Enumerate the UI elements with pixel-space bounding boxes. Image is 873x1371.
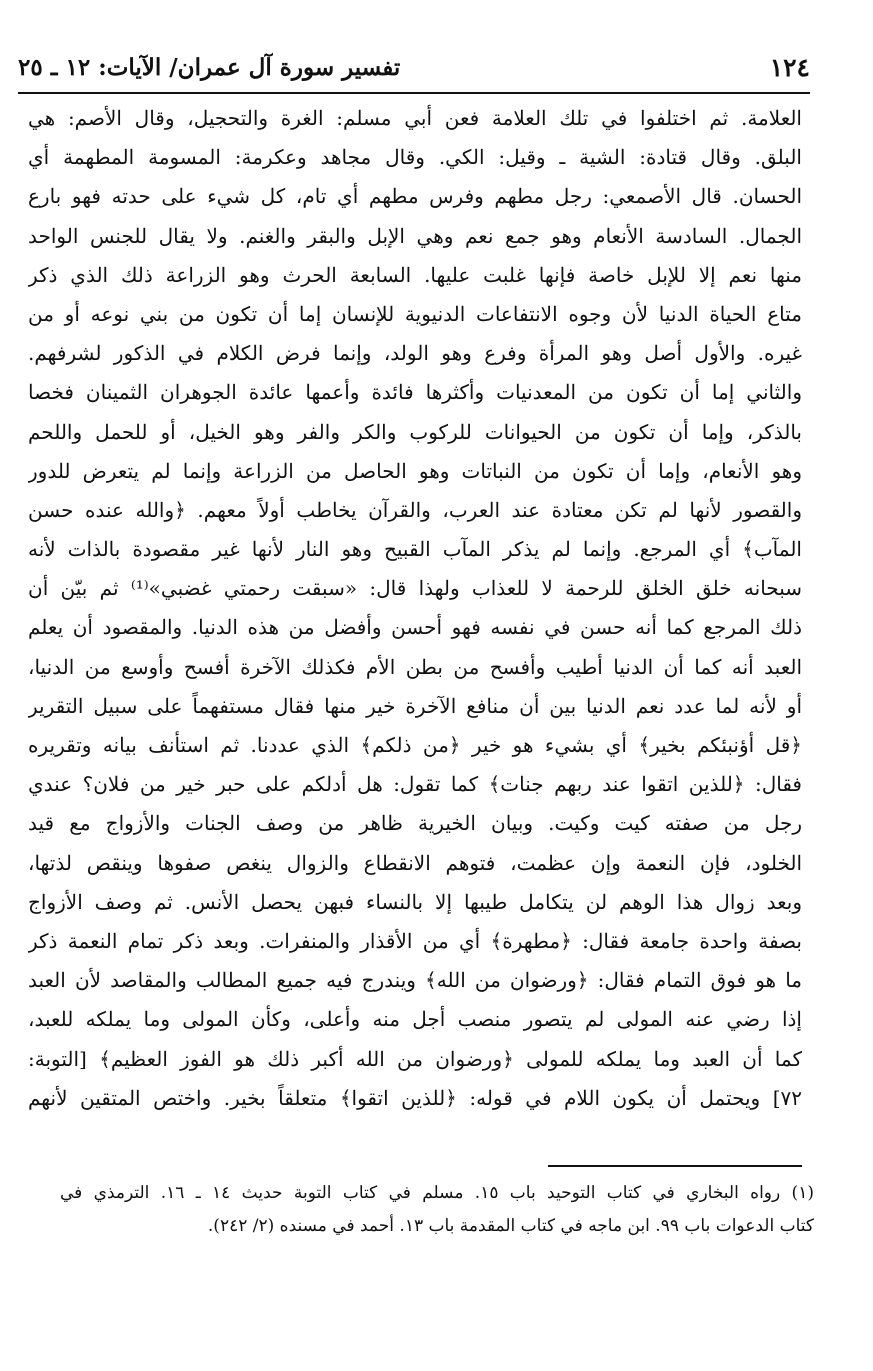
header-divider [18, 92, 810, 94]
footnotes [60, 1177, 814, 1243]
running-title: تفسير سورة آل عمران/ الآيات: ١٢ ـ ٢٥ [18, 54, 401, 81]
text-line: بالذكر، وإما أن تكون من الحيوانات للركوب والكر والفر وهو الخيل، أو للحمل واللحم [28, 419, 802, 444]
text-line: ذلك المرجع كما أنه حسن في نفسه فهو أحسن وأفضل من هذه الدنيا. والمقصود أن يعلم [28, 615, 802, 640]
text-line: العلامة. ثم اختلفوا في تلك العلامة فعن أبي مسلم: الغرة والتحجيل، وقال الأصم: هي [28, 106, 802, 130]
text-line: وهو الأنعام، وإما أن تكون من النباتات وهو الحاصل من الزراعة وإنما لم يتعرض للدور [28, 458, 802, 483]
text-line: أو لأنه لما عدد نعم الدنيا بين أن منافع الآخرة خير منها فقال مستفهماً على سبيل التقرير [28, 693, 802, 718]
footnote-divider [548, 1165, 802, 1167]
text-line: المآب﴾ أي المرجع. وإنما لم يذكر المآب القبيح وهو النار لأنها غير مقصودة بالذات لأنه [28, 537, 802, 562]
text-line: ما هو فوق التمام فقال: ﴿ورضوان من الله﴾ ويندرج فيه جميع المطالب والمقاصد لأن العبد [28, 968, 802, 993]
text-line: متاع الحياة الدنيا لأن وجوه الانتفاعات الدنيوية للإنسان إما أن تكون من بني نوعه أو من [28, 301, 802, 326]
text-line: سبحانه خلق الخلق للرحمة لا للعذاب ولهذا قال: «سبقت رحمتي غضبي»⁽¹⁾ ثم بيّن أن [28, 576, 802, 601]
main-text [28, 99, 802, 1118]
text-line: بصفة واحدة جامعة فقال: ﴿مطهرة﴾ أي من الأقذار والمنفرات. وبعد ذكر تمام النعمة ذكر [28, 928, 802, 953]
text-line: رجل من صفته كيت وكيت. وبيان الخيرية ظاهر من وصف الجنات والأزواج مع قيد [28, 811, 802, 836]
text-line: إذا رضي عنه المولى لم يتصور منصب أجل منه وأعلى، وكأن المولى وما يملكه للعبد، [28, 1007, 802, 1032]
text-line: والقصور لأنها لم تكن معتادة عند العرب، والقرآن يخاطب أولاً معهم. ﴿والله عنده حسن [28, 497, 802, 522]
text-line: الحسان. قال الأصمعي: رجل مطهم وفرس مطهم أي تام، كل شيء على حدته فهو بارع [28, 184, 802, 209]
text-line: غيره. والأول أصل وهو المرأة وفرع وهو الولد، وإنما فرض الكلام في الذكور لشرفهم. [28, 341, 802, 366]
text-line: وبعد زوال هذا الوهم لن يتكامل طيبها إلا بالنساء فبهن يحصل الأنس. ثم وصف الأزواج [28, 889, 802, 914]
text-line: ﴿قل أؤنبئكم بخير﴾ أي بشيء هو خير ﴿من ذلكم﴾ الذي عددنا. ثم استأنف بيانه وتقريره [28, 733, 802, 757]
footnote-line: (١) رواه البخاري في كتاب التوحيد باب ١٥. مسلم في كتاب التوبة حديث ١٤ ـ ١٦. الترمذي في [60, 1183, 814, 1203]
text-line: كما أن العبد وما يملكه للمولى ﴿ورضوان من الله أكبر ذلك هو الفوز العظيم﴾ [التوبة: [28, 1046, 802, 1071]
text-line: منها نعم إلا للإبل خاصة فإنها غلبت عليها. السابعة الحرث وهو الزراعة ذلك الذي ذكر [28, 262, 802, 287]
text-line: والثاني إما أن تكون من المعدنيات وأكثرها فائدة وأعمها عائدة الجوهران الثمينان فخصا [28, 380, 802, 405]
page-number: ١٢٤ [769, 53, 810, 82]
text-line: البلق. وقال قتادة: الشية ـ وقيل: الكي. وقال مجاهد وعكرمة: المسومة المطهمة أي [28, 145, 802, 170]
text-line: ٧٢] ويحتمل أن يكون اللام في قوله: ﴿للذين اتقوا﴾ متعلقاً بخير. واختص المتقين لأنهم [28, 1085, 802, 1110]
text-line: الخلود، فإن النعمة وإن عظمت، فتوهم الانقطاع والزوال ينغص صفوها وينقص لذتها، [28, 850, 802, 875]
text-line: فقال: ﴿للذين اتقوا عند ربهم جنات﴾ كما تقول: هل أدلكم على حبر خير من فلان؟ عندي [28, 772, 802, 797]
text-line: العبد أنه كما أن الدنيا أطيب وأفسح من بطن الأم فكذلك الآخرة أفسح وأوسع من الدنيا، [28, 654, 802, 679]
footnote-line: كتاب الدعوات باب ٩٩. ابن ماجه في كتاب المقدمة باب ١٣. أحمد في مسنده (٢/ ٢٤٢). [207, 1216, 814, 1236]
text-line: الجمال. السادسة الأنعام وهو جمع نعم وهي الإبل والبقر والغنم. ولا يقال للجنس الواحد [28, 223, 802, 248]
page-header [18, 48, 810, 88]
